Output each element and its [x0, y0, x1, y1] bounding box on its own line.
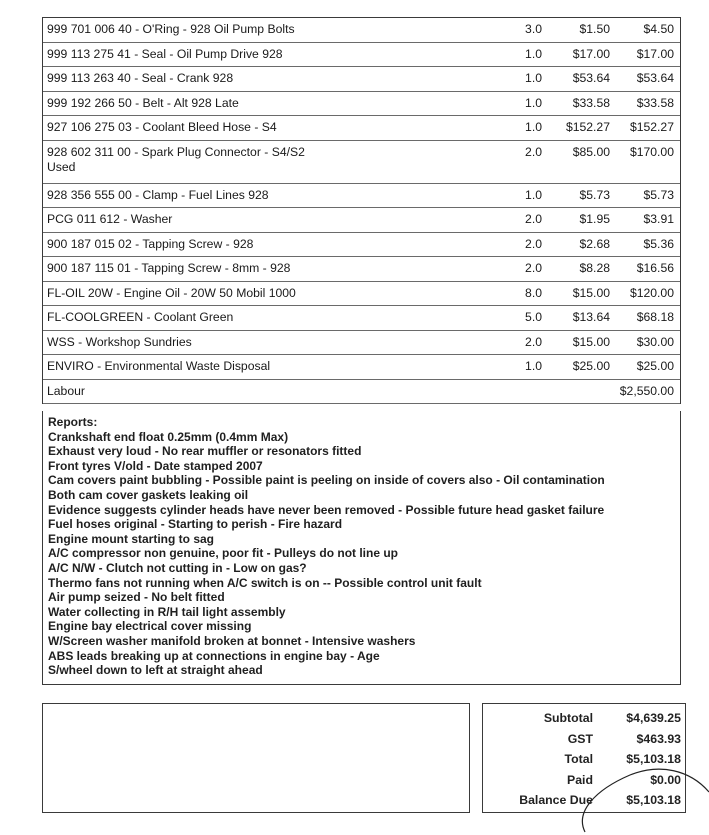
- subtotal-label: Subtotal: [543, 711, 593, 725]
- item-description-line1: 928 602 311 00 - Spark Plug Connector - S4/S2: [47, 144, 305, 159]
- total-label: Total: [564, 752, 593, 766]
- notes-box: [42, 703, 470, 813]
- item-total: $4.50: [643, 22, 674, 36]
- item-qty: 1.0: [525, 359, 542, 373]
- table-row: [43, 92, 680, 117]
- item-unit-price: $25.00: [572, 359, 610, 373]
- item-unit-price: $15.00: [572, 285, 610, 300]
- item-unit-price: $13.64: [572, 310, 610, 324]
- report-line: Thermo fans not running when A/C switch is on -- Possible control unit fault: [48, 575, 482, 590]
- item-total: $68.18: [636, 310, 674, 324]
- item-qty: 2.0: [525, 144, 542, 159]
- total-row: [483, 749, 685, 770]
- item-description: 927 106 275 03 - Coolant Bleed Hose - S4: [47, 120, 277, 134]
- table-row: [43, 67, 680, 92]
- item-total: $152.27: [629, 120, 674, 134]
- paid-label: Paid: [567, 772, 593, 787]
- item-qty: 1.0: [525, 95, 542, 110]
- report-line: Engine bay electrical cover missing: [48, 619, 252, 634]
- item-qty: 5.0: [525, 310, 542, 324]
- report-line: Front tyres V/old - Date stamped 2007: [48, 458, 263, 473]
- item-total: $30.00: [636, 334, 674, 349]
- line-items-table: [42, 17, 681, 404]
- item-description: 900 187 115 01 - Tapping Screw - 8mm - 928: [47, 261, 291, 275]
- item-total: $25.00: [636, 359, 674, 373]
- item-total: $16.56: [636, 261, 674, 275]
- item-unit-price: $152.27: [565, 120, 610, 134]
- item-unit-price: [542, 384, 610, 404]
- table-row: [43, 43, 680, 68]
- item-unit-price: $8.28: [579, 261, 610, 275]
- item-description: WSS - Workshop Sundries: [47, 334, 192, 349]
- gst-value: $463.93: [636, 731, 681, 746]
- table-row: [43, 141, 680, 184]
- item-qty: 1.0: [525, 46, 542, 61]
- item-unit-price: $15.00: [572, 334, 610, 349]
- item-total: $5.73: [643, 187, 674, 202]
- subtotal-row: [483, 708, 685, 729]
- report-line: Engine mount starting to sag: [48, 531, 215, 546]
- item-total: $3.91: [643, 212, 674, 226]
- item-total: $2,550.00: [619, 383, 674, 398]
- balance-due-row: [483, 790, 685, 811]
- item-unit-price: $85.00: [572, 144, 610, 159]
- item-description: Labour: [47, 383, 85, 398]
- balance-due-value: $5,103.18: [626, 793, 681, 807]
- item-unit-price: $1.50: [579, 22, 610, 36]
- item-unit-price: $53.64: [572, 71, 610, 85]
- item-total: $5.36: [643, 236, 674, 251]
- table-row: [43, 233, 680, 258]
- item-description: [43, 145, 493, 183]
- report-line: Exhaust very loud - No rear muffler or resonators fitted: [48, 444, 362, 459]
- report-line: Crankshaft end float 0.25mm (0.4mm Max): [48, 429, 289, 444]
- item-unit-price: $5.73: [579, 187, 610, 202]
- item-total: $17.00: [636, 46, 674, 61]
- item-qty: 2.0: [525, 261, 542, 275]
- report-line: Evidence suggests cylinder heads have never been removed - Possible future head gasket failure: [48, 502, 605, 517]
- item-description: 999 113 275 41 - Seal - Oil Pump Drive 928: [47, 46, 283, 61]
- table-row: [43, 184, 680, 209]
- item-total: $170.00: [629, 144, 674, 159]
- report-line: S/wheel down to left at straight ahead: [48, 663, 263, 678]
- item-qty: 1.0: [525, 71, 542, 85]
- table-row: [43, 257, 680, 282]
- item-qty: 2.0: [525, 212, 542, 226]
- item-qty: 2.0: [525, 236, 542, 251]
- item-total: $33.58: [636, 95, 674, 110]
- table-row-labour: [43, 380, 680, 405]
- item-description: 999 113 263 40 - Seal - Crank 928: [47, 71, 234, 85]
- item-qty: 1.0: [525, 187, 542, 202]
- item-description: ENVIRO - Environmental Waste Disposal: [47, 359, 271, 373]
- item-description: 900 187 015 02 - Tapping Screw - 928: [47, 236, 254, 251]
- report-line: Water collecting in R/H tail light assembly: [48, 604, 286, 619]
- item-description-line2: Used: [47, 159, 76, 174]
- gst-label: GST: [567, 731, 593, 746]
- balance-due-label: Balance Due: [519, 793, 593, 807]
- item-description: 928 356 555 00 - Clamp - Fuel Lines 928: [47, 187, 269, 202]
- reports-section: [42, 411, 681, 685]
- item-description: PCG 011 612 - Washer: [47, 212, 173, 226]
- table-row: [43, 208, 680, 233]
- report-line: A/C N/W - Clutch not cutting in - Low on gas?: [48, 560, 307, 575]
- item-description: 999 192 266 50 - Belt - Alt 928 Late: [47, 95, 239, 110]
- item-total: $120.00: [629, 285, 674, 300]
- reports-heading: Reports:: [48, 415, 98, 429]
- report-line: Air pump seized - No belt fitted: [48, 590, 225, 605]
- item-description: FL-OIL 20W - Engine Oil - 20W 50 Mobil 1000: [47, 285, 296, 300]
- item-qty: [493, 384, 542, 404]
- item-qty: 1.0: [525, 120, 542, 134]
- subtotal-value: $4,639.25: [626, 711, 681, 725]
- item-unit-price: $17.00: [572, 46, 610, 61]
- table-row: [43, 331, 680, 356]
- table-row: [43, 116, 680, 141]
- report-line: W/Screen washer manifold broken at bonnet - Intensive washers: [48, 633, 416, 648]
- gst-row: [483, 729, 685, 750]
- item-qty: 3.0: [525, 22, 542, 36]
- report-line: Fuel hoses original - Starting to perish - Fire hazard: [48, 517, 343, 532]
- table-row: [43, 282, 680, 307]
- report-line: Both cam cover gaskets leaking oil: [48, 487, 249, 502]
- paid-value: $0.00: [650, 772, 681, 787]
- table-row: [43, 18, 680, 43]
- item-qty: 8.0: [525, 285, 542, 300]
- total-value: $5,103.18: [626, 752, 681, 766]
- item-description: FL-COOLGREEN - Coolant Green: [47, 310, 234, 324]
- item-total: $53.64: [636, 71, 674, 85]
- table-row: [43, 355, 680, 380]
- report-line: A/C compressor non genuine, poor fit - Pulleys do not line up: [48, 546, 399, 561]
- report-line: Cam covers paint bubbling - Possible paint is peeling on inside of covers also - Oil contamination: [48, 473, 605, 488]
- item-description: 999 701 006 40 - O'Ring - 928 Oil Pump Bolts: [47, 22, 295, 36]
- item-unit-price: $1.95: [579, 212, 610, 226]
- item-unit-price: $33.58: [572, 95, 610, 110]
- totals-box: [482, 703, 686, 813]
- paid-row: [483, 770, 685, 791]
- item-unit-price: $2.68: [579, 236, 610, 251]
- report-line: ABS leads breaking up at connections in engine bay - Age: [48, 648, 380, 663]
- table-row: [43, 306, 680, 331]
- item-qty: 2.0: [525, 334, 542, 349]
